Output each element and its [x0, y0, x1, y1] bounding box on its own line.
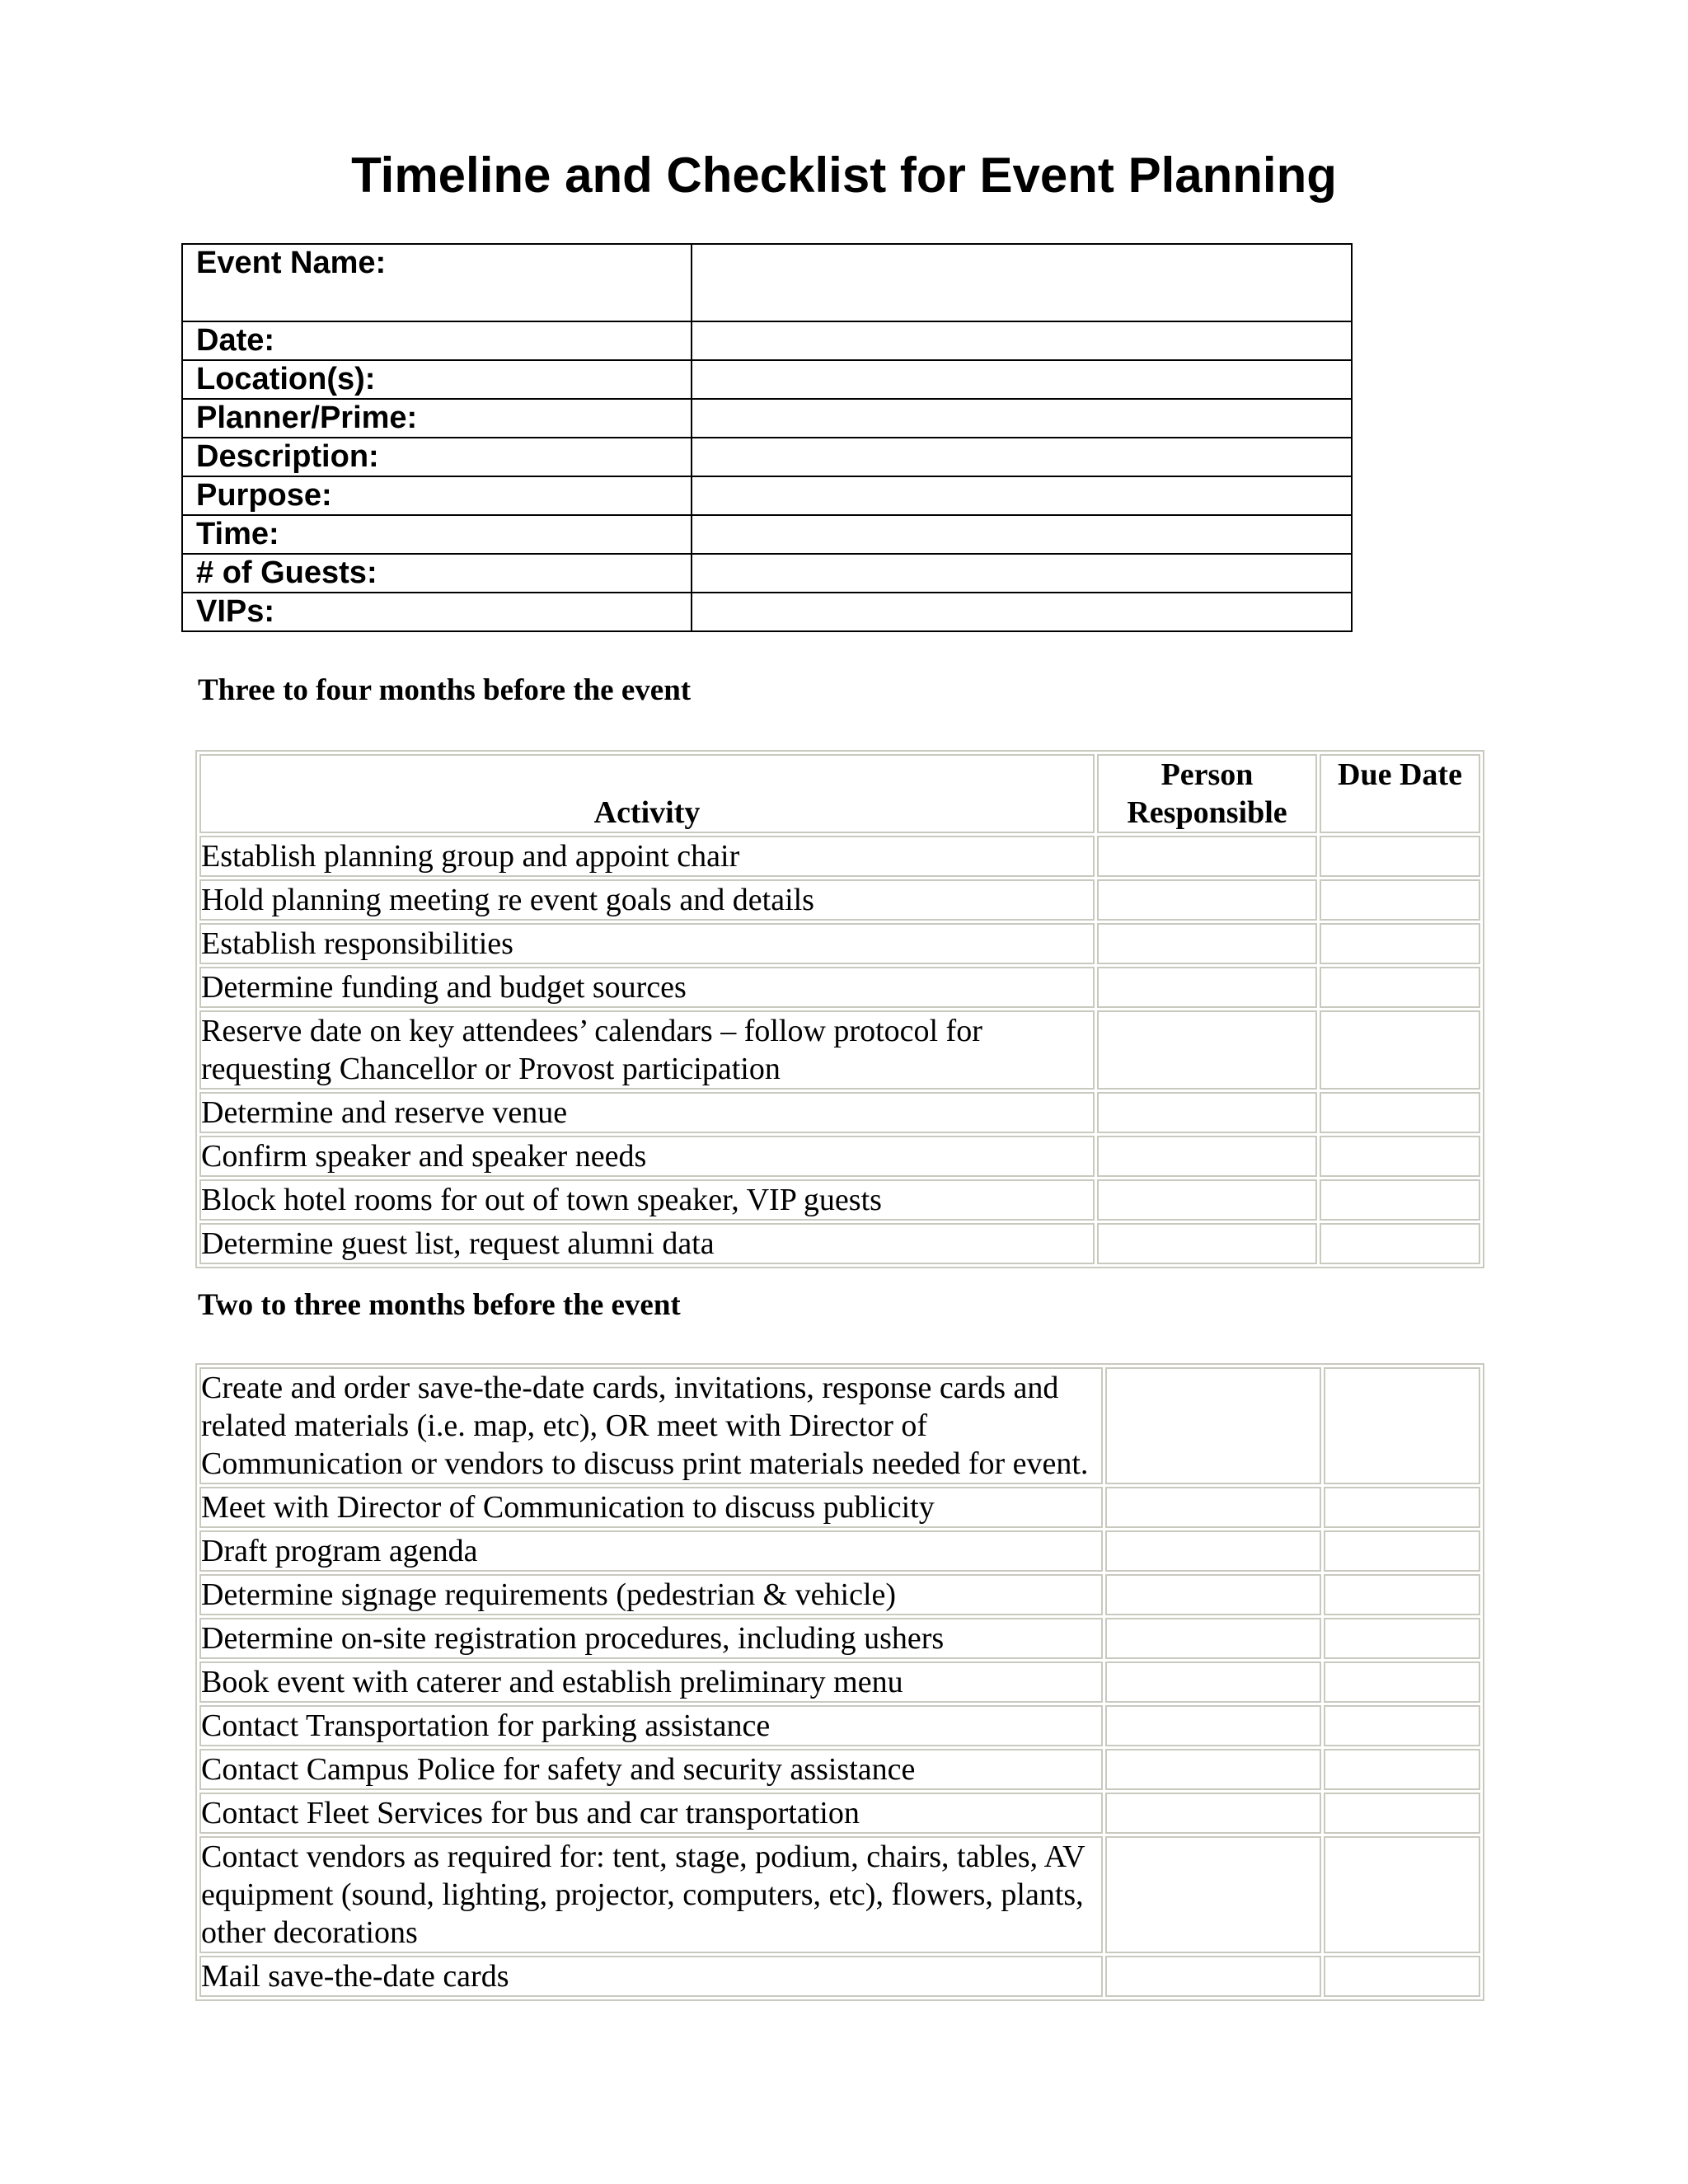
checklist-row — [199, 1793, 1480, 1834]
checklist-row — [199, 1223, 1480, 1264]
due-date-cell[interactable] — [1324, 1793, 1480, 1834]
info-label: VIPs: — [182, 593, 692, 631]
checklist-row — [199, 1010, 1480, 1090]
due-date-cell[interactable] — [1320, 836, 1480, 877]
person-responsible-cell[interactable] — [1105, 1956, 1321, 1997]
due-date-cell[interactable] — [1324, 1574, 1480, 1615]
due-date-cell[interactable] — [1320, 967, 1480, 1008]
checklist-row — [199, 879, 1480, 921]
info-value[interactable] — [692, 593, 1352, 631]
activity-cell: Determine guest list, request alumni data — [199, 1223, 1095, 1264]
person-responsible-cell[interactable] — [1105, 1793, 1321, 1834]
activity-cell: Book event with caterer and establish preliminary menu — [199, 1661, 1103, 1703]
checklist-row — [199, 1179, 1480, 1221]
person-responsible-cell[interactable] — [1105, 1749, 1321, 1790]
checklist-row — [199, 1749, 1480, 1790]
person-responsible-cell[interactable] — [1097, 923, 1317, 964]
info-row-date — [182, 321, 1352, 360]
section-heading-two-to-three-months: Two to three months before the event — [198, 1288, 681, 1322]
person-responsible-cell[interactable] — [1105, 1530, 1321, 1572]
person-responsible-cell[interactable] — [1097, 967, 1317, 1008]
due-date-cell[interactable] — [1324, 1836, 1480, 1953]
activity-cell: Determine and reserve venue — [199, 1092, 1095, 1133]
checklist-row — [199, 1487, 1480, 1528]
event-info-table — [181, 243, 1353, 632]
person-responsible-cell[interactable] — [1105, 1705, 1321, 1746]
info-label: Purpose: — [182, 476, 692, 515]
person-responsible-cell[interactable] — [1105, 1367, 1321, 1484]
checklist-row — [199, 1136, 1480, 1177]
due-date-cell[interactable] — [1324, 1530, 1480, 1572]
info-value[interactable] — [692, 438, 1352, 476]
header-person-responsible: Person Responsible — [1097, 754, 1317, 833]
info-value[interactable] — [692, 554, 1352, 593]
checklist-row — [199, 836, 1480, 877]
due-date-cell[interactable] — [1324, 1487, 1480, 1528]
person-responsible-cell[interactable] — [1105, 1618, 1321, 1659]
info-row-location — [182, 360, 1352, 399]
person-responsible-cell[interactable] — [1105, 1574, 1321, 1615]
info-label: # of Guests: — [182, 554, 692, 593]
activity-cell: Meet with Director of Communication to discuss publicity — [199, 1487, 1103, 1528]
info-value[interactable] — [692, 476, 1352, 515]
info-label: Planner/Prime: — [182, 399, 692, 438]
due-date-cell[interactable] — [1324, 1705, 1480, 1746]
activity-cell: Determine funding and budget sources — [199, 967, 1095, 1008]
activity-cell: Establish responsibilities — [199, 923, 1095, 964]
due-date-cell[interactable] — [1320, 879, 1480, 921]
info-value[interactable] — [692, 321, 1352, 360]
info-value[interactable] — [692, 360, 1352, 399]
due-date-cell[interactable] — [1320, 1010, 1480, 1090]
info-label: Time: — [182, 515, 692, 554]
activity-cell: Determine on-site registration procedures, including ushers — [199, 1618, 1103, 1659]
checklist-table-two-to-three-months — [195, 1363, 1484, 2001]
checklist-header-row — [199, 754, 1480, 833]
person-responsible-cell[interactable] — [1097, 1223, 1317, 1264]
checklist-row — [199, 1530, 1480, 1572]
due-date-cell[interactable] — [1324, 1956, 1480, 1997]
checklist-row — [199, 967, 1480, 1008]
activity-cell: Contact Transportation for parking assistance — [199, 1705, 1103, 1746]
header-due-date: Due Date — [1320, 754, 1480, 833]
checklist-row — [199, 1618, 1480, 1659]
person-responsible-cell[interactable] — [1105, 1661, 1321, 1703]
person-responsible-cell[interactable] — [1105, 1836, 1321, 1953]
due-date-cell[interactable] — [1324, 1661, 1480, 1703]
checklist-row — [199, 1092, 1480, 1133]
info-row-planner — [182, 399, 1352, 438]
checklist-row — [199, 1367, 1480, 1484]
info-row-event-name — [182, 244, 1352, 321]
checklist-table-three-to-four-months — [195, 750, 1484, 1268]
person-responsible-cell[interactable] — [1105, 1487, 1321, 1528]
activity-cell: Contact Fleet Services for bus and car transportation — [199, 1793, 1103, 1834]
activity-cell: Confirm speaker and speaker needs — [199, 1136, 1095, 1177]
checklist-row — [199, 1661, 1480, 1703]
info-row-purpose — [182, 476, 1352, 515]
info-row-time — [182, 515, 1352, 554]
header-activity: Activity — [199, 754, 1095, 833]
activity-cell: Determine signage requirements (pedestrian & vehicle) — [199, 1574, 1103, 1615]
activity-cell: Establish planning group and appoint chair — [199, 836, 1095, 877]
info-label: Event Name: — [182, 244, 692, 321]
activity-cell: Create and order save-the-date cards, invitations, response cards and related materials (i.e. map, etc), OR meet with Director of Communication or vendors to discuss print materials needed for event. — [199, 1367, 1103, 1484]
due-date-cell[interactable] — [1320, 923, 1480, 964]
activity-cell: Reserve date on key attendees’ calendars – follow protocol for requesting Chancellor or Provost participation — [199, 1010, 1095, 1090]
info-row-description — [182, 438, 1352, 476]
checklist-row — [199, 1836, 1480, 1953]
info-label: Location(s): — [182, 360, 692, 399]
person-responsible-cell[interactable] — [1097, 1136, 1317, 1177]
checklist-row — [199, 1705, 1480, 1746]
due-date-cell[interactable] — [1324, 1367, 1480, 1484]
checklist-row — [199, 1574, 1480, 1615]
person-responsible-cell[interactable] — [1097, 1179, 1317, 1221]
activity-cell: Contact vendors as required for: tent, stage, podium, chairs, tables, AV equipment (sound, lighting, projector, computers, etc), flowers, plants, other decorations — [199, 1836, 1103, 1953]
activity-cell: Mail save-the-date cards — [199, 1956, 1103, 1997]
info-value[interactable] — [692, 244, 1352, 321]
info-value[interactable] — [692, 515, 1352, 554]
person-responsible-cell[interactable] — [1097, 879, 1317, 921]
activity-cell: Hold planning meeting re event goals and details — [199, 879, 1095, 921]
due-date-cell[interactable] — [1320, 1136, 1480, 1177]
due-date-cell[interactable] — [1320, 1179, 1480, 1221]
checklist-row — [199, 923, 1480, 964]
activity-cell: Block hotel rooms for out of town speaker, VIP guests — [199, 1179, 1095, 1221]
info-value[interactable] — [692, 399, 1352, 438]
activity-cell: Draft program agenda — [199, 1530, 1103, 1572]
due-date-cell[interactable] — [1320, 1223, 1480, 1264]
info-row-vips — [182, 593, 1352, 631]
due-date-cell[interactable] — [1324, 1618, 1480, 1659]
info-label: Date: — [182, 321, 692, 360]
person-responsible-cell[interactable] — [1097, 1010, 1317, 1090]
section-heading-three-to-four-months: Three to four months before the event — [198, 673, 692, 707]
document-title: Timeline and Checklist for Event Planning — [351, 148, 1337, 203]
info-row-guests — [182, 554, 1352, 593]
checklist-row — [199, 1956, 1480, 1997]
due-date-cell[interactable] — [1324, 1749, 1480, 1790]
info-label: Description: — [182, 438, 692, 476]
due-date-cell[interactable] — [1320, 1092, 1480, 1133]
person-responsible-cell[interactable] — [1097, 1092, 1317, 1133]
activity-cell: Contact Campus Police for safety and security assistance — [199, 1749, 1103, 1790]
person-responsible-cell[interactable] — [1097, 836, 1317, 877]
